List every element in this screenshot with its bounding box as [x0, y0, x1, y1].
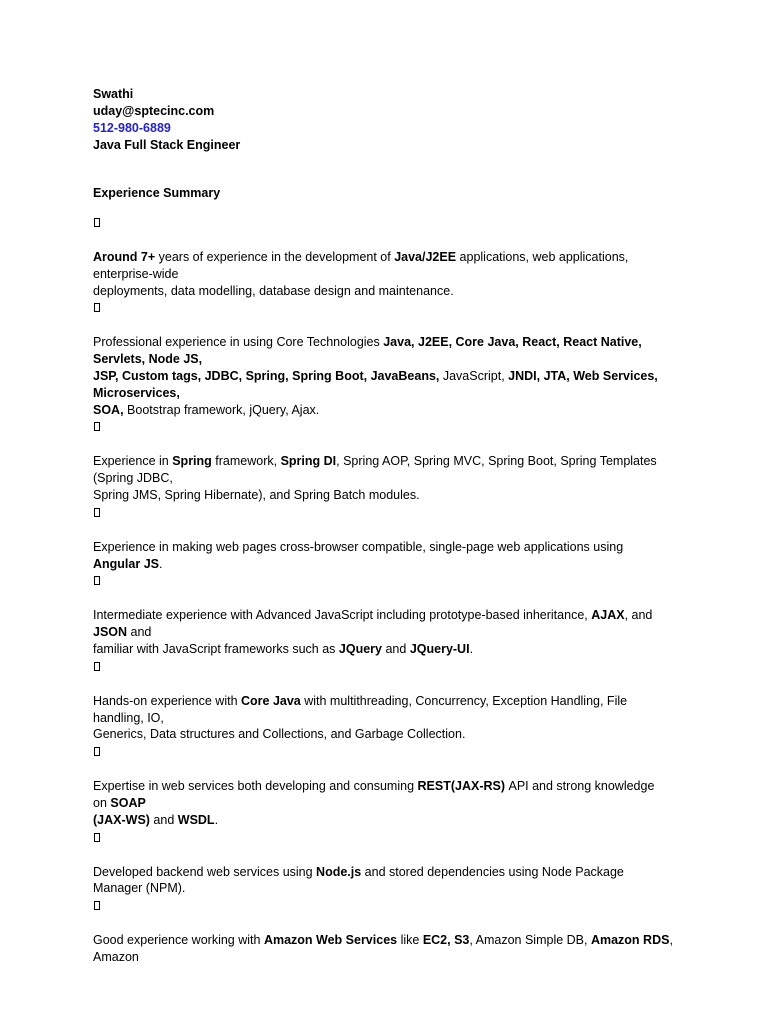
paragraph-line — [93, 556, 683, 573]
paragraph-line — [93, 487, 683, 504]
text-run: Expertise in web services both developing and consuming — [93, 779, 418, 794]
paragraph-line — [93, 539, 683, 556]
checkbox-glyph-icon — [94, 422, 100, 431]
checkbox-glyph-icon — [94, 576, 100, 585]
paragraph-line — [93, 266, 683, 283]
text-run: enterprise-wide — [93, 266, 179, 281]
text-run: Professional experience in using Core Technologies — [93, 335, 384, 350]
text-run: Amazon Web Services — [263, 933, 401, 948]
text-run: years of experience in the development of — [158, 250, 395, 264]
candidate-title: Java Full Stack Engineer — [93, 138, 241, 152]
checkbox-glyph-icon — [94, 833, 100, 842]
resume-document — [93, 86, 683, 966]
text-run: Around 7+ — [93, 250, 159, 264]
text-run: and — [385, 641, 410, 656]
text-run: and stored dependencies using Node Package — [364, 864, 624, 879]
text-run: JSON — [93, 625, 131, 640]
summary-paragraph — [93, 539, 683, 586]
checkbox-glyph-icon — [94, 747, 100, 756]
text-run: Servlets, Node JS, — [93, 352, 203, 367]
paragraph-line — [93, 795, 683, 812]
text-run: Good experience working with — [93, 933, 264, 948]
text-run: Spring — [172, 454, 216, 469]
text-run: framework, — [215, 454, 281, 469]
text-run: deployments, data modelling, database design and maintenance. — [93, 283, 454, 298]
text-run: Microservices, — [93, 385, 180, 400]
paragraph-line — [93, 693, 683, 710]
paragraph-line — [93, 351, 683, 368]
candidate-phone: 512-980-6889 — [93, 121, 171, 135]
text-run: API and strong knowledge — [508, 779, 655, 794]
text-run: . — [214, 812, 219, 827]
summary-paragraph — [93, 453, 683, 516]
text-run: Amazon RDS — [590, 933, 670, 948]
text-run: Spring JMS, Spring Hibernate), and Spring Batch modules. — [93, 487, 420, 502]
checkbox-glyph-icon — [94, 662, 100, 671]
text-run: handling, IO, — [93, 710, 164, 725]
paragraph-line — [93, 368, 683, 385]
summary-paragraph — [93, 607, 683, 670]
text-run: Core Java — [241, 693, 305, 708]
checkbox-glyph-icon — [94, 508, 100, 517]
text-run: JNDI, JTA, Web Services, — [508, 368, 658, 383]
summary-paragraph — [93, 864, 683, 911]
text-run: with multithreading, Concurrency, Exception Handling, File — [304, 693, 628, 708]
summary-paragraph — [93, 778, 683, 841]
summary-paragraph — [93, 932, 683, 966]
text-run: . — [469, 641, 474, 656]
text-run: Node.js — [316, 864, 365, 879]
paragraph-line — [93, 880, 683, 897]
paragraph-line — [93, 864, 683, 881]
paragraph-line — [93, 726, 683, 743]
text-run: Spring DI — [280, 454, 337, 469]
paragraph-line — [93, 778, 683, 795]
paragraph-line — [93, 334, 683, 351]
text-run: . — [159, 556, 163, 571]
summary-paragraph — [93, 334, 683, 431]
text-run: Java/J2EE — [394, 250, 457, 264]
text-run: like — [400, 933, 423, 948]
text-run: Intermediate experience with Advanced JavaScript including prototype-based inheritance, — [93, 608, 592, 623]
paragraph-line — [93, 932, 683, 949]
candidate-email: uday@sptecinc.com — [93, 104, 215, 118]
paragraph-line — [93, 607, 683, 624]
text-run: JQuery-UI — [409, 641, 470, 656]
text-run: and — [153, 812, 178, 827]
text-run: JavaScript, — [442, 368, 509, 383]
text-run: Amazon — [93, 949, 139, 964]
paragraph-line — [93, 812, 683, 829]
section-title: Experience Summary — [93, 186, 221, 200]
text-run: Developed backend web services using — [93, 864, 317, 879]
paragraph-line — [93, 249, 683, 266]
text-run: Angular JS — [93, 556, 159, 571]
paragraph-line — [93, 949, 683, 966]
text-run: Java, J2EE, Core Java, React, React Native, — [383, 335, 642, 350]
checkbox-glyph-icon — [94, 218, 100, 227]
text-run: and — [130, 625, 152, 640]
text-run: applications, web applications, — [456, 250, 629, 264]
text-run: EC2, S3 — [422, 933, 470, 948]
paragraph-line — [93, 283, 683, 300]
paragraph-line — [93, 402, 683, 419]
text-run: familiar with JavaScript frameworks such as — [93, 641, 339, 656]
paragraph-line — [93, 624, 683, 641]
summary-paragraph — [93, 693, 683, 756]
text-run: Manager (NPM). — [93, 881, 186, 896]
text-run: Hands-on experience with — [93, 693, 241, 708]
text-run: REST(JAX-RS) — [417, 779, 509, 794]
text-run: , and — [624, 608, 653, 623]
paragraph-line — [93, 710, 683, 727]
checkbox-glyph-icon — [94, 901, 100, 910]
paragraph-line — [93, 470, 683, 487]
paragraph-line — [93, 385, 683, 402]
text-run: (JAX-WS) — [93, 812, 154, 827]
text-run: , — [669, 933, 673, 948]
text-run: JQuery — [338, 641, 386, 656]
text-run: JSP, Custom tags, JDBC, Spring, Spring Boot, JavaBeans, — [93, 368, 443, 383]
paragraph-line — [93, 453, 683, 470]
checkbox-glyph-icon — [94, 303, 100, 312]
text-run: SOAP — [110, 795, 146, 810]
text-run: AJAX — [591, 608, 625, 623]
experience-summary-list — [93, 249, 683, 966]
text-run: WSDL — [177, 812, 215, 827]
text-run: Bootstrap framework, jQuery, Ajax. — [127, 402, 320, 417]
paragraph-line — [93, 641, 683, 658]
text-run: (Spring JDBC, — [93, 471, 173, 486]
text-run: SOA, — [93, 402, 128, 417]
text-run: on — [93, 795, 111, 810]
text-run: , Amazon Simple DB, — [469, 933, 591, 948]
summary-paragraph — [93, 249, 683, 312]
text-run: Experience in making web pages cross-browser compatible, single-page web applications using — [93, 539, 624, 554]
text-run: Generics, Data structures and Collections, and Garbage Collection. — [93, 727, 466, 742]
text-run: , Spring AOP, Spring MVC, Spring Boot, Spring Templates — [336, 454, 657, 469]
candidate-name: Swathi — [93, 87, 134, 101]
text-run: Experience in — [93, 454, 173, 469]
